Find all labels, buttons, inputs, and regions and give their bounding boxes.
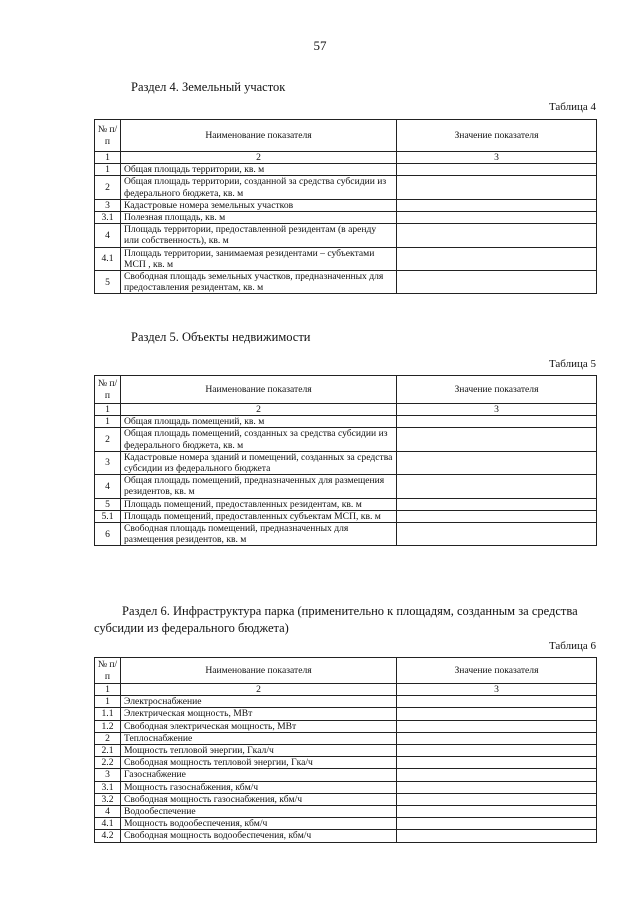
row-name: Мощность тепловой энергии, Гкал/ч	[121, 745, 397, 757]
table-row	[95, 757, 597, 769]
row-name: Площадь территории, предоставленной резидентам (в аренду или собственность), кв. м	[121, 224, 397, 247]
column-number-row	[95, 152, 597, 164]
table-row	[95, 708, 597, 720]
row-name: Общая площадь территории, кв. м	[121, 164, 397, 176]
row-value	[397, 510, 597, 522]
row-name: Общая площадь помещений, созданных за средства субсидии из федерального бюджета, кв. м	[121, 428, 397, 451]
row-name: Свободная электрическая мощность, МВт	[121, 720, 397, 732]
row-value	[397, 224, 597, 247]
table-row	[95, 199, 597, 211]
row-number: 3.2	[95, 793, 121, 805]
table-row	[95, 720, 597, 732]
table-row	[95, 498, 597, 510]
table-4	[94, 119, 597, 294]
table-row	[95, 732, 597, 744]
column-number: 3	[397, 152, 597, 164]
header-value: Значение показателя	[397, 376, 597, 404]
row-value	[397, 757, 597, 769]
section-4-title: Раздел 4. Земельный участок	[131, 80, 286, 94]
column-number: 2	[121, 152, 397, 164]
row-name: Площадь территории, занимаемая резидентами – субъектами МСП , кв. м	[121, 247, 397, 270]
row-value	[397, 475, 597, 498]
row-value	[397, 271, 597, 294]
table-5	[94, 375, 597, 546]
table-row	[95, 769, 597, 781]
row-name: Свободная площадь земельных участков, предназначенных для предоставления резидентам, кв. м	[121, 271, 397, 294]
row-value	[397, 199, 597, 211]
row-value	[397, 720, 597, 732]
table-row	[95, 475, 597, 498]
column-number: 1	[95, 404, 121, 416]
table-row	[95, 696, 597, 708]
row-value	[397, 781, 597, 793]
row-value	[397, 732, 597, 744]
table-row	[95, 247, 597, 270]
row-value	[397, 696, 597, 708]
row-number: 3	[95, 769, 121, 781]
column-number: 2	[121, 404, 397, 416]
table-row	[95, 781, 597, 793]
table-header-row	[95, 376, 597, 404]
row-number: 1.1	[95, 708, 121, 720]
row-number: 4	[95, 806, 121, 818]
row-value	[397, 164, 597, 176]
row-value	[397, 806, 597, 818]
row-value	[397, 212, 597, 224]
header-number: № п/п	[95, 120, 121, 152]
row-name: Теплоснабжение	[121, 732, 397, 744]
section-5-title: Раздел 5. Объекты недвижимости	[131, 330, 311, 344]
table-row	[95, 176, 597, 199]
table-row	[95, 523, 597, 546]
row-number: 1	[95, 164, 121, 176]
table-row	[95, 510, 597, 522]
row-number: 1	[95, 416, 121, 428]
row-value	[397, 176, 597, 199]
page-number: 57	[313, 38, 327, 53]
row-number: 4	[95, 224, 121, 247]
row-number: 4.1	[95, 247, 121, 270]
row-name: Электрическая мощность, МВт	[121, 708, 397, 720]
row-number: 3.1	[95, 212, 121, 224]
table-row	[95, 212, 597, 224]
row-name: Свободная мощность газоснабжения, кбм/ч	[121, 793, 397, 805]
row-value	[397, 769, 597, 781]
table-row	[95, 451, 597, 474]
section-6-title: Раздел 6. Инфраструктура парка (применительно к площадям, созданным за средства субсидии из федерального бюджета)	[94, 604, 578, 635]
column-number-row	[95, 404, 597, 416]
row-name: Мощность газоснабжения, кбм/ч	[121, 781, 397, 793]
row-number: 5	[95, 498, 121, 510]
row-value	[397, 523, 597, 546]
row-name: Общая площадь помещений, предназначенных для размещения резидентов, кв. м	[121, 475, 397, 498]
row-value	[397, 247, 597, 270]
row-number: 4.2	[95, 830, 121, 842]
table-row	[95, 224, 597, 247]
column-number: 2	[121, 684, 397, 696]
table-row	[95, 818, 597, 830]
row-name: Свободная площадь помещений, предназначенных для размещения резидентов, кв. м	[121, 523, 397, 546]
row-name: Кадастровые номера зданий и помещений, созданных за средства субсидии из федерального бюджета	[121, 451, 397, 474]
row-number: 3	[95, 451, 121, 474]
row-number: 2	[95, 428, 121, 451]
row-name: Свободная мощность тепловой энергии, Гка/ч	[121, 757, 397, 769]
row-number: 2	[95, 176, 121, 199]
row-number: 4	[95, 475, 121, 498]
column-number: 3	[397, 404, 597, 416]
table-4-label: Таблица 4	[548, 101, 596, 113]
row-name: Площадь помещений, предоставленных резидентам, кв. м	[121, 498, 397, 510]
row-number: 2.2	[95, 757, 121, 769]
table-header-row	[95, 120, 597, 152]
table-6-label: Таблица 6	[548, 640, 596, 652]
row-name: Площадь помещений, предоставленных субъектам МСП, кв. м	[121, 510, 397, 522]
row-value	[397, 708, 597, 720]
row-number: 3.1	[95, 781, 121, 793]
row-number: 5	[95, 271, 121, 294]
column-number: 1	[95, 684, 121, 696]
table-6	[94, 657, 597, 843]
row-number: 2	[95, 732, 121, 744]
row-name: Кадастровые номера земельных участков	[121, 199, 397, 211]
row-name: Газоснабжение	[121, 769, 397, 781]
column-number: 1	[95, 152, 121, 164]
row-name: Водообеспечение	[121, 806, 397, 818]
row-value	[397, 451, 597, 474]
row-number: 3	[95, 199, 121, 211]
table-row	[95, 793, 597, 805]
table-row	[95, 428, 597, 451]
row-value	[397, 498, 597, 510]
row-number: 2.1	[95, 745, 121, 757]
row-number: 1.2	[95, 720, 121, 732]
table-row	[95, 745, 597, 757]
row-number: 6	[95, 523, 121, 546]
table-5-label: Таблица 5	[548, 358, 596, 370]
row-value	[397, 793, 597, 805]
row-name: Общая площадь территории, созданной за средства субсидии из федерального бюджета, кв. м	[121, 176, 397, 199]
row-value	[397, 416, 597, 428]
row-number: 1	[95, 696, 121, 708]
column-number: 3	[397, 684, 597, 696]
row-name: Электроснабжение	[121, 696, 397, 708]
row-number: 4.1	[95, 818, 121, 830]
row-value	[397, 830, 597, 842]
row-value	[397, 745, 597, 757]
header-name: Наименование показателя	[121, 120, 397, 152]
row-name: Общая площадь помещений, кв. м	[121, 416, 397, 428]
column-number-row	[95, 684, 597, 696]
header-number: № п/п	[95, 658, 121, 684]
table-header-row	[95, 658, 597, 684]
table-row	[95, 830, 597, 842]
header-value: Значение показателя	[397, 658, 597, 684]
table-row	[95, 164, 597, 176]
row-name: Мощность водообеспечения, кбм/ч	[121, 818, 397, 830]
header-value: Значение показателя	[397, 120, 597, 152]
row-name: Полезная площадь, кв. м	[121, 212, 397, 224]
header-name: Наименование показателя	[121, 376, 397, 404]
header-name: Наименование показателя	[121, 658, 397, 684]
row-name: Свободная мощность водообеспечения, кбм/ч	[121, 830, 397, 842]
row-value	[397, 428, 597, 451]
header-number: № п/п	[95, 376, 121, 404]
table-row	[95, 271, 597, 294]
table-row	[95, 416, 597, 428]
table-row	[95, 806, 597, 818]
row-value	[397, 818, 597, 830]
row-number: 5.1	[95, 510, 121, 522]
